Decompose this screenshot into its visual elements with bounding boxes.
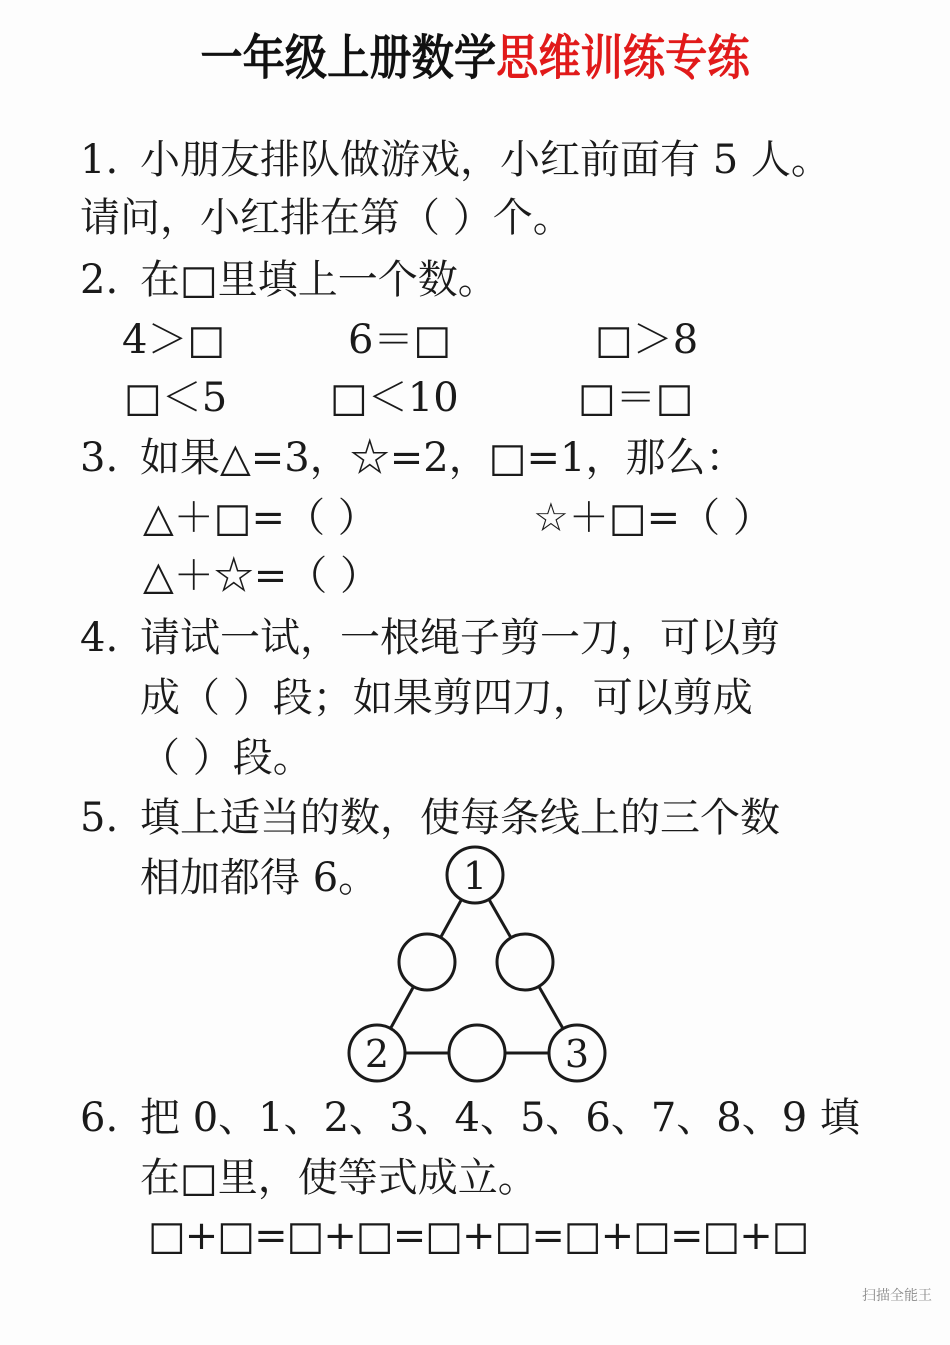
q4-line1: 4. 请试一试，一根绳子剪一刀，可以剪 [80,615,780,661]
q5-number: 5. [80,795,119,841]
node-top-label: 1 [462,854,488,898]
node-bottom-left-label: 2 [364,1032,390,1076]
q2-item-5: □＜10 [330,375,459,421]
q6-equation: □+□=□+□=□+□=□+□=□+□ [148,1213,809,1259]
q3-item-3: △＋☆=（ ） [143,553,380,599]
q6-line1: 6. 把 0、1、2、3、4、5、6、7、8、9 填 [80,1095,860,1141]
title-black: 一年级上册数学 [200,30,497,86]
scanner-watermark: 扫描全能王 [862,1288,932,1304]
node-bottom-mid[interactable] [449,1025,505,1081]
q5-line1: 5. 填上适当的数，使每条线上的三个数 [80,795,780,841]
q5-line2: 相加都得 6。 [140,855,379,901]
q6-number: 6. [80,1095,119,1141]
q2-item-3: □＞8 [595,317,699,363]
q3-item-2: ☆＋□=（ ） [533,495,773,541]
node-right[interactable] [497,934,553,990]
q2-line: 2. 在□里填上一个数。 [80,257,498,303]
q3-item-1: △＋□=（ ） [143,495,378,541]
q4-line2: 成（ ）段；如果剪四刀，可以剪成 [140,675,753,721]
q4-line3: （ ）段。 [140,735,313,781]
q1-number: 1. [80,137,119,183]
title-red: 思维训练专练 [496,30,750,86]
q3-line: 3. 如果△=3，☆=2，□=1，那么： [80,435,746,481]
q6-line2: 在□里，使等式成立。 [140,1155,538,1201]
q4-number: 4. [80,615,119,661]
q2-number: 2. [80,257,119,303]
node-bottom-right-label: 3 [564,1032,590,1076]
q2-item-4: □＜5 [124,375,228,421]
q2-item-6: □＝□ [578,375,694,421]
q1-line2: 请问，小红排在第（ ）个。 [80,195,573,241]
node-left[interactable] [399,934,455,990]
q1-line1: 1. 小朋友排队做游戏，小红前面有 5 人。 [80,137,831,183]
triangle-diagram [340,835,620,1085]
q2-item-2: 6＝□ [348,317,452,363]
q2-item-1: 4＞□ [122,317,226,363]
page-title [57,28,893,88]
q3-number: 3. [80,435,119,481]
